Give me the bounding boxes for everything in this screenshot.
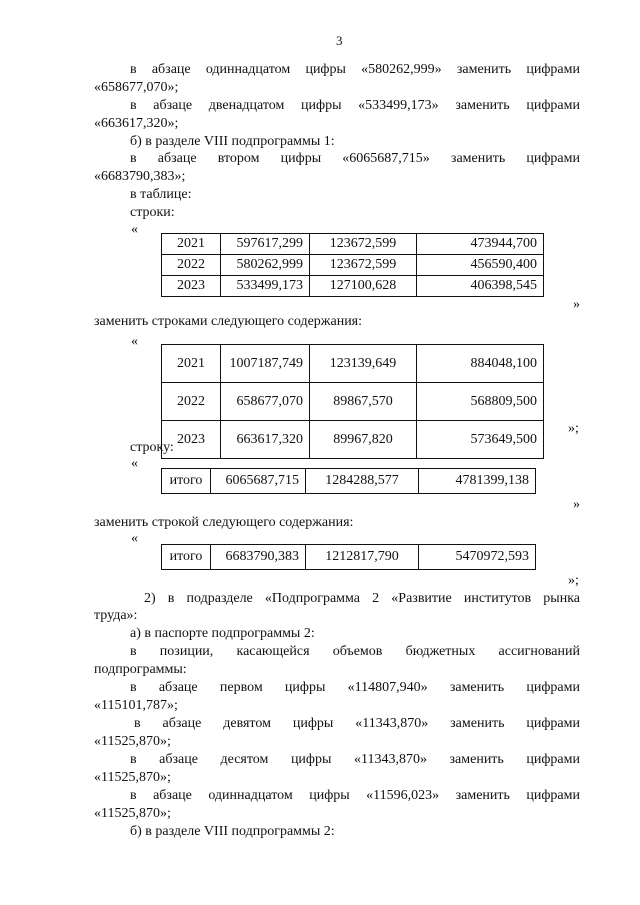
- table-cell: 456590,400: [417, 255, 544, 276]
- table-cell: 2022: [162, 255, 221, 276]
- table-cell: 89867,570: [310, 383, 417, 421]
- quote-open: «: [131, 531, 138, 546]
- quote-open: «: [131, 456, 138, 471]
- table-cell: 568809,500: [417, 383, 544, 421]
- table-cell: 123139,649: [310, 345, 417, 383]
- table-cell: 533499,173: [221, 276, 310, 297]
- paragraph-line: а) в паспорте подпрограммы 2:: [130, 626, 315, 641]
- paragraph-line: строки:: [130, 205, 175, 220]
- paragraph-line: «663617,320»;: [94, 116, 179, 131]
- paragraph-line: труда»:: [94, 608, 138, 623]
- table-cell: 884048,100: [417, 345, 544, 383]
- paragraph-line: заменить строкой следующего содержания:: [94, 515, 354, 530]
- table-cell: 6065687,715: [211, 469, 306, 494]
- table-cell: 123672,599: [310, 255, 417, 276]
- table-cell: 5470972,593: [419, 545, 536, 570]
- table-cell: 658677,070: [221, 383, 310, 421]
- table-old-rows: [161, 233, 544, 297]
- paragraph-line: «11525,870»;: [94, 806, 171, 821]
- table-cell: 573649,500: [417, 421, 544, 459]
- quote-close: »;: [568, 421, 579, 436]
- table-cell: 127100,628: [310, 276, 417, 297]
- paragraph-line: б) в разделе VIII подпрограммы 1:: [130, 134, 335, 149]
- table-cell: 406398,545: [417, 276, 544, 297]
- table-cell: 123672,599: [310, 234, 417, 255]
- paragraph-line: подпрограммы:: [94, 662, 187, 677]
- table-row: [162, 276, 544, 297]
- paragraph-line: б) в разделе VIII подпрограммы 2:: [130, 824, 335, 839]
- table-cell: 6683790,383: [211, 545, 306, 570]
- table-cell: 2023: [162, 421, 221, 459]
- table-new-rows: [161, 344, 544, 459]
- table-cell: 663617,320: [221, 421, 310, 459]
- table-cell: 2023: [162, 276, 221, 297]
- paragraph-line: «115101,787»;: [94, 698, 178, 713]
- table-cell: 580262,999: [221, 255, 310, 276]
- paragraph-line: «11525,870»;: [94, 770, 171, 785]
- table-cell: 4781399,138: [419, 469, 536, 494]
- table-cell: итого: [162, 469, 211, 494]
- quote-close: »: [573, 297, 580, 312]
- table-row: [162, 345, 544, 383]
- table-cell: 2021: [162, 345, 221, 383]
- paragraph-line: строку:: [130, 440, 174, 455]
- table-cell: 597617,299: [221, 234, 310, 255]
- paragraph-line: в абзаце девятом цифры «11343,870» заменить цифрами: [134, 716, 580, 731]
- paragraph-line: в абзаце втором цифры «6065687,715» заменить цифрами: [130, 151, 580, 166]
- table-row: [162, 421, 544, 459]
- table-cell: 2022: [162, 383, 221, 421]
- table-row: [162, 469, 536, 494]
- paragraph-line: в позиции, касающейся объемов бюджетных ассигнований: [130, 644, 580, 659]
- paragraph-line: «658677,070»;: [94, 80, 179, 95]
- table-cell: 1284288,577: [306, 469, 419, 494]
- table-cell: 2021: [162, 234, 221, 255]
- quote-open: «: [131, 334, 138, 349]
- paragraph-line: в абзаце первом цифры «114807,940» заменить цифрами: [130, 680, 580, 695]
- paragraph-line: в абзаце двенадцатом цифры «533499,173» заменить цифрами: [130, 98, 580, 113]
- paragraph-line: «6683790,383»;: [94, 169, 186, 184]
- table-row: [162, 234, 544, 255]
- table-cell: 473944,700: [417, 234, 544, 255]
- paragraph-line: в таблице:: [130, 187, 192, 202]
- paragraph-line: «11525,870»;: [94, 734, 171, 749]
- paragraph-line: 2) в подразделе «Подпрограмма 2 «Развитие институтов рынка: [144, 591, 580, 606]
- table-cell: 1212817,790: [306, 545, 419, 570]
- paragraph-line: в абзаце одиннадцатом цифры «580262,999» заменить цифрами: [130, 62, 580, 77]
- quote-close: »: [573, 497, 580, 512]
- table-cell: итого: [162, 545, 211, 570]
- quote-open: «: [131, 222, 138, 237]
- table-row: [162, 383, 544, 421]
- table-cell: 89967,820: [310, 421, 417, 459]
- table-new-total: [161, 544, 536, 570]
- table-cell: 1007187,749: [221, 345, 310, 383]
- table-row: [162, 255, 544, 276]
- page-number: 3: [336, 33, 343, 48]
- paragraph-line: в абзаце десятом цифры «11343,870» заменить цифрами: [130, 752, 580, 767]
- quote-close: »;: [568, 573, 579, 588]
- table-old-total: [161, 468, 536, 494]
- paragraph-line: в абзаце одиннадцатом цифры «11596,023» заменить цифрами: [130, 788, 580, 803]
- table-row: [162, 545, 536, 570]
- paragraph-line: заменить строками следующего содержания:: [94, 314, 363, 329]
